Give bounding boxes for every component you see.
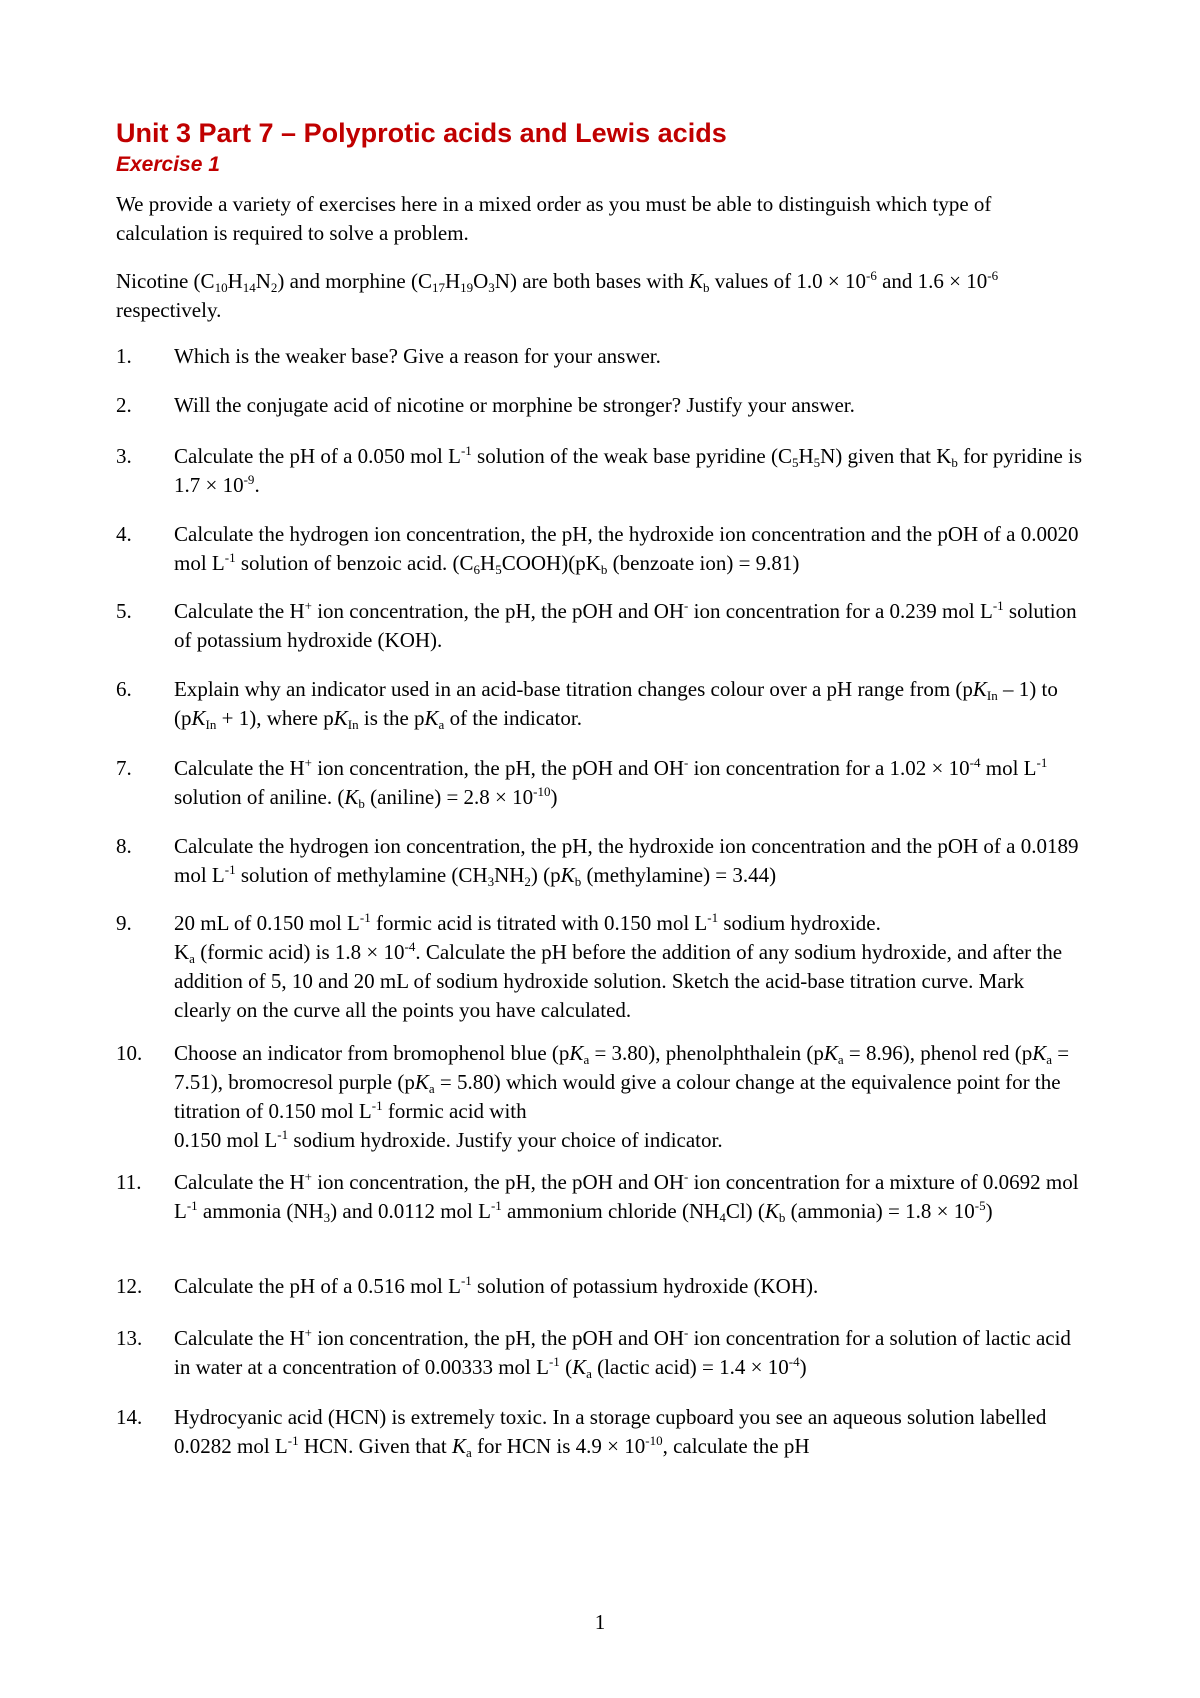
question-number: 11. [116,1170,142,1194]
question-text: Calculate the H+ ion concentration, the pH, the pOH and OH- ion concentration for a $1.02 \times 10^{-4}$ mol $L^{-1}$ solution of aniline. ($K_b$ (aniline) = $2.8 \times 10^{-10}$) [174,755,1048,811]
question-number: 3. [116,444,132,468]
intro-paragraph: We provide a variety of exercises here in a mixed order as you must be able to distinguish which type of calculation is required to solve a problem. [116,192,992,245]
question-number: 1. [116,344,132,368]
question-number: 10. [116,1041,143,1065]
question-number: 13. [116,1326,143,1350]
question-number: 9. [116,911,132,935]
question-number: 5. [116,599,132,623]
question-text: Calculate the hydrogen ion concentration, the pH, the hydroxide ion concentration and the pOH of a 0.0020 mol $L^{-1}$ solution of benzoic acid. $(C_6H_5COOH)(pK_b$ (benzoate ion) = 9.81) [174,522,1079,577]
exercise-subtitle: Exercise 1 [116,153,220,176]
question-text: Choose an indicator from bromophenol blue $(pK_a = 3.80)$, phenolphthalein $(pK_a = 8.96)$, phenol red $(pK_a = 7.51)$, bromocresol purple $(pK_a = 5.80)$ which would give a colour change at the equivalence point for the titration of 0.150 mol $L^{-1}$ formic acid with 0.150 mol $L^{-1}$ sodium hydroxide. Justify your choice of indicator. [174,1041,1070,1152]
question-text: Calculate the H+ ion concentration, the pH, the pOH and OH- ion concentration for a mixture of 0.0692 mol $L^{-1}$ ammonia $(NH_3)$ and 0.0112 mol $L^{-1}$ ammonium chloride $(NH_4Cl)$ ($K_b$ (ammonia) = $1.8 \times 10^{-5}$) [174,1169,1079,1225]
question-text: Explain why an indicator used in an acid-base titration changes colour over a pH range from $(pK_{In} - 1)$ to $(pK_{In} + 1)$, where $pK_{In}$ is the $pK_a$ of the indicator. [174,677,1058,732]
question-number: 6. [116,677,132,701]
question-number: 12. [116,1274,143,1298]
question-number: 8. [116,834,132,858]
page-title: Unit 3 Part 7 – Polyprotic acids and Lewis acids [116,118,727,148]
question-number: 2. [116,393,132,417]
question-text: 20 mL of 0.150 mol $L^{-1}$ formic acid is titrated with 0.150 mol $L^{-1}$ sodium hydroxide. $K_a$ (formic acid) is $1.8 \times 10^{-4}$. Calculate the pH before the addition of any sodium hydroxide, and after the addition of 5, 10 and 20 mL of sodium hydroxide solution. Sketch the acid-base titration curve. Mark clearly on the curve all the points you have calculated. [174,910,1063,1022]
question-number: 4. [116,522,132,546]
intro-nicotine-paragraph: Nicotine $(C_{10}H_{14}N_2)$ and morphine $(C_{17}H_{19}O_3N)$ are both bases with $K_b$ values of $1.0 \times 10^{-6}$ and $1.6 \times 10^{-6}$ respectively. [116,268,999,322]
question-text: Calculate the pH of a 0.050 mol $L^{-1}$ solution of the weak base pyridine $(C_5H_5N)$ given that $K_b$ for pyridine is $1.7 \times 10^{-9}$. [174,443,1083,497]
question-text: Calculate the hydrogen ion concentration, the pH, the hydroxide ion concentration and the pOH of a 0.0189 mol $L^{-1}$ solution of methylamine $(CH_3NH_2)$ ($pK_b$ (methylamine) = 3.44) [174,834,1079,889]
question-text: Calculate the pH of a 0.516 mol $L^{-1}$ solution of potassium hydroxide (KOH). [174,1273,819,1298]
question-text: Will the conjugate acid of nicotine or morphine be stronger? Justify your answer. [174,393,855,417]
question-text: Which is the weaker base? Give a reason for your answer. [174,344,661,368]
question-number: 7. [116,756,132,780]
question-text: Calculate the H+ ion concentration, the pH, the pOH and OH- ion concentration for a solution of lactic acid in water at a concentration of 0.00333 mol $L^{-1}$ ($K_a$ (lactic acid) = $1.4 \times 10^{-4}$) [174,1325,1071,1381]
question-number: 14. [116,1405,143,1429]
question-text: Hydrocyanic acid (HCN) is extremely toxic. In a storage cupboard you see an aqueous solution labelled 0.0282 mol $L^{-1}$ HCN. Given that $K_a$ for HCN is $4.9 \times 10^{-10}$, calculate the pH [174,1405,1047,1460]
page-number: 1 [594,1610,606,1634]
question-text: Calculate the H+ ion concentration, the pH, the pOH and OH- ion concentration for a 0.239 mol $L^{-1}$ solution of potassium hydroxide (KOH). [174,598,1077,652]
